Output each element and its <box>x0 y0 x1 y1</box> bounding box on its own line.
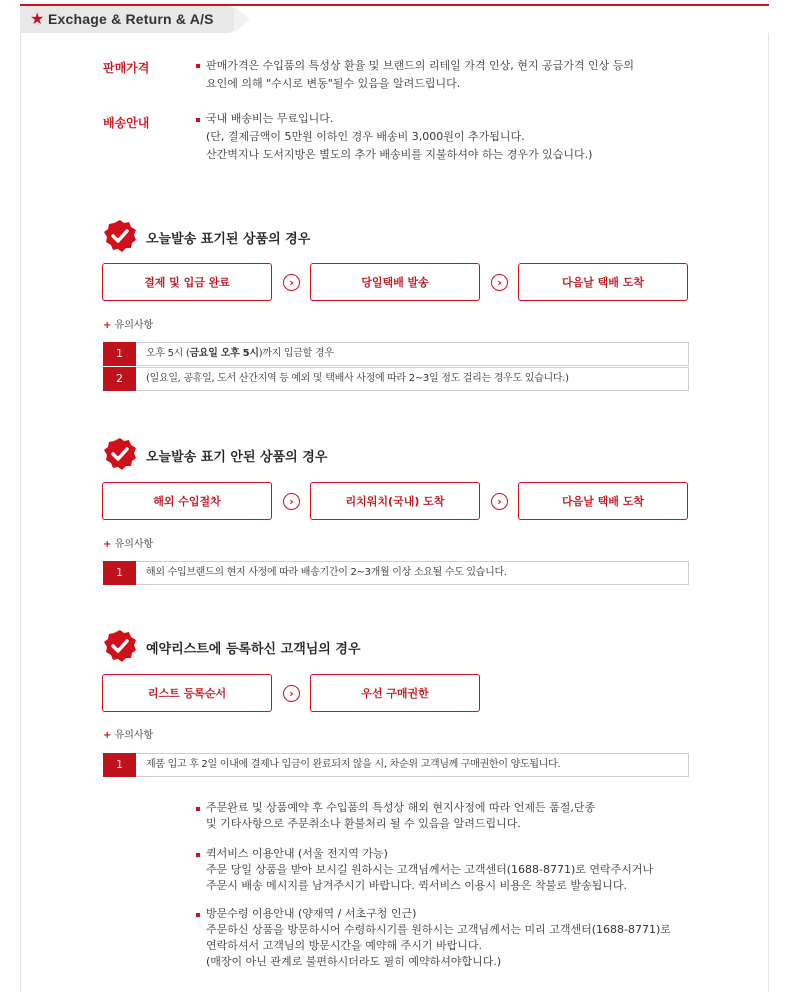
shipping-line: (단, 결제금액이 5만원 이하인 경우 배송비 3,000원이 추가됩니다. <box>206 130 525 143</box>
note-text: (일요일, 공휴일, 도서 산간지역 등 예외 및 택배사 사정에 따라 2~3일 정도 걸리는 경우도 있습니다.) <box>146 373 569 384</box>
notice-line: 및 기타사항으로 주문취소나 환불처리 될 수 있음을 알려드립니다. <box>206 817 521 830</box>
note-text: 제품 입고 후 2일 이내에 결제나 입금이 완료되지 않을 시, 차순위 고객님께 구매권한이 양도됩니다. <box>146 759 561 770</box>
note-text: 오후 5시 (금요일 오후 5시)까지 입금할 경우 <box>146 348 334 359</box>
notice-line: 연락하셔서 고객님의 방문시간을 예약해 주시기 바랍니다. <box>206 939 483 952</box>
bullet-icon <box>196 64 200 68</box>
note-row <box>103 561 689 585</box>
note-number: 1 <box>103 342 136 366</box>
section-title: 예약리스트에 등록하신 고객님의 경우 <box>146 642 361 657</box>
shipping-text <box>206 110 592 164</box>
section-header <box>20 4 769 33</box>
chevron-right-circle-icon: › <box>283 493 300 510</box>
note-label: + 유의사항 <box>103 539 154 550</box>
shipping-line: 산간벽지나 도서지방은 별도의 추가 배송비를 지불하셔야 하는 경우가 있습니다.) <box>206 148 593 161</box>
checkmark-badge-icon <box>103 629 137 663</box>
step-domestic-arrival[interactable]: 리치워치(국내) 도착 <box>310 482 480 520</box>
star-icon: ★ <box>30 9 45 28</box>
price-text <box>206 57 634 93</box>
notice-line: 주문시 배송 메시지를 남겨주시기 바랍니다. 퀵서비스 이용시 비용은 착불로 발송됩니다. <box>206 879 627 892</box>
section-title: 오늘발송 표기 안된 상품의 경우 <box>146 450 328 465</box>
note-label: + 유의사항 <box>103 730 154 741</box>
notice-line: 주문완료 및 상품예약 후 수입품의 특성상 해외 현지사정에 따라 언제든 품절,단종 <box>206 801 596 814</box>
plus-icon: + <box>103 320 112 331</box>
step-next-day-arrival[interactable]: 다음날 택배 도착 <box>518 263 688 301</box>
chevron-right-circle-icon: › <box>491 493 508 510</box>
price-label: 판매가격 <box>103 61 150 75</box>
notice-quick-service <box>206 846 653 894</box>
chevron-right-circle-icon: › <box>283 685 300 702</box>
plus-icon: + <box>103 730 112 741</box>
step-list-order[interactable]: 리스트 등록순서 <box>102 674 272 712</box>
header-tab-stripe <box>234 6 250 33</box>
step-priority-purchase[interactable]: 우선 구매권한 <box>310 674 480 712</box>
bullet-icon <box>196 118 200 122</box>
note-number: 2 <box>103 367 136 391</box>
note-text: 해외 수입브랜드의 현지 사정에 따라 배송기간이 2~3개월 이상 소요될 수도 있습니다. <box>146 567 507 578</box>
note-row <box>103 342 689 366</box>
note-number: 1 <box>103 753 136 777</box>
step-next-day-arrival[interactable]: 다음날 택배 도착 <box>518 482 688 520</box>
notice-cancel <box>206 800 595 832</box>
section-title: 오늘발송 표기된 상품의 경우 <box>146 232 311 247</box>
shipping-label: 배송안내 <box>103 116 150 130</box>
price-line: 요인에 의해 "수시로 변동"될수 있음을 알려드립니다. <box>206 77 461 90</box>
notice-line: 방문수령 이용안내 (양재역 / 서초구청 인근) <box>206 907 417 920</box>
chevron-right-circle-icon: › <box>283 274 300 291</box>
bullet-icon <box>196 913 200 917</box>
notice-line: (매장이 아닌 관계로 불편하시더라도 필히 예약하셔야합니다.) <box>206 955 502 968</box>
plus-icon: + <box>103 539 112 550</box>
note-row <box>103 753 689 777</box>
note-row <box>103 367 689 391</box>
note-label: + 유의사항 <box>103 320 154 331</box>
step-import-process[interactable]: 해외 수입절차 <box>102 482 272 520</box>
checkmark-badge-icon <box>103 219 137 253</box>
shipping-line: 국내 배송비는 무료입니다. <box>206 112 334 125</box>
step-payment-complete[interactable]: 결제 및 입금 완료 <box>102 263 272 301</box>
step-same-day-dispatch[interactable]: 당일택배 발송 <box>310 263 480 301</box>
price-line: 판매가격은 수입품의 특성상 환율 및 브랜드의 리테일 가격 인상, 현지 공급가격 인상 등의 <box>206 59 634 72</box>
notice-pickup <box>206 906 671 970</box>
checkmark-badge-icon <box>103 437 137 471</box>
notice-line: 주문하신 상품을 방문하시어 수령하시기를 원하시는 고객님께서는 미리 고객센터(1688-8771)로 <box>206 923 671 936</box>
bullet-icon <box>196 853 200 857</box>
chevron-right-circle-icon: › <box>491 274 508 291</box>
header-title: Exchage & Return & A/S <box>48 11 214 27</box>
bullet-icon <box>196 807 200 811</box>
note-number: 1 <box>103 561 136 585</box>
notice-line: 퀵서비스 이용안내 (서울 전지역 가능) <box>206 847 388 860</box>
notice-line: 주문 당일 상품을 받아 보시길 원하시는 고객님께서는 고객센터(1688-8771)로 연락주시거나 <box>206 863 654 876</box>
